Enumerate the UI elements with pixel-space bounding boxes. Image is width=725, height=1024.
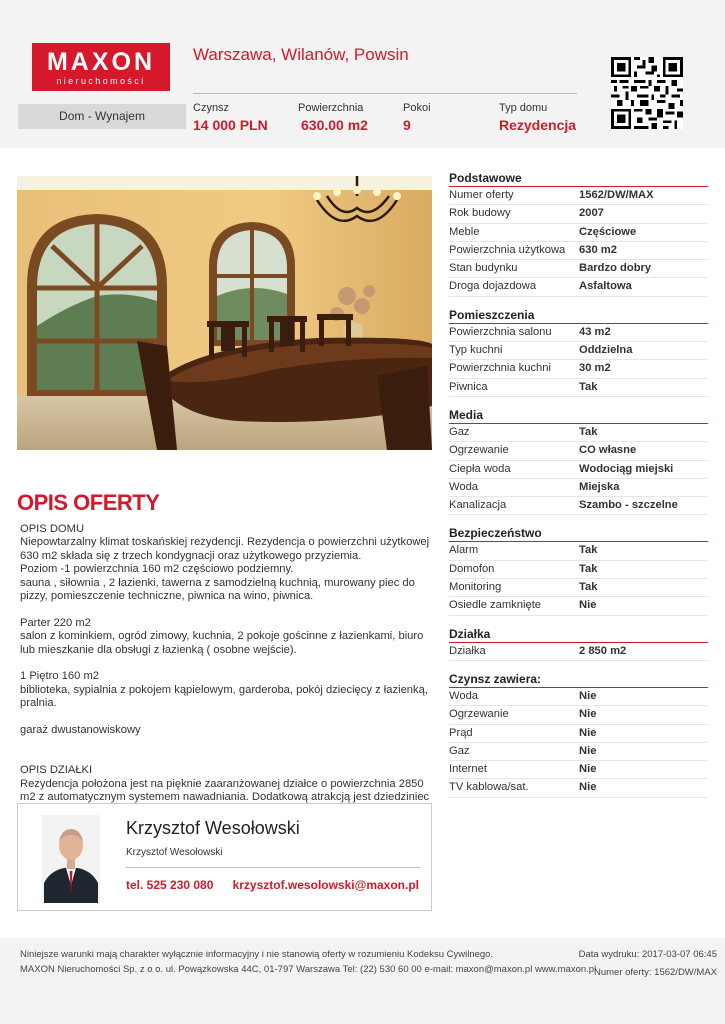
detail-row	[449, 187, 708, 205]
section-title: Pomieszczenia	[449, 305, 708, 324]
detail-key: Typ kuchni	[449, 344, 503, 357]
detail-value: Tak	[579, 544, 598, 557]
detail-row	[449, 706, 708, 724]
detail-key: Powierzchnia użytkowa	[449, 243, 566, 256]
detail-key: Rok budowy	[449, 207, 511, 220]
detail-key: Ogrzewanie	[449, 444, 509, 457]
detail-value: Nie	[579, 689, 597, 702]
section-title: Czynsz zawiera:	[449, 669, 708, 688]
detail-key: Prąd	[449, 726, 473, 739]
description-text: OPIS DOMU Niepowtarzalny klimat toskańskiej rezydencji. Rezydencja o powierzchni użytkowej 630 m2 składa się z trzech kondygnacji oraz użytkowego przyziemia. Poziom -1 powierzchnia 160 m2 częściowo podziemny. sauna , siłownia , 2 łazienki, tawerna z samodzielną kuchnią, murowany piec do pizzy, pomieszczenie techniczne, piwnica na wino, piwnica. Parter 220 m2 salon z kominkiem, ogród zimowy, kuchnia, 2 pokoje gościnne z łazienkami, biuro lub mieszkanie dla obsługi z łazienką ( osobne wejście). 1 Piętro 160 m2 biblioteka, sypialnia z pokojem kąpielowym, garderoba, pokój dziecięcy z łazienką, pralnia. garaż dwustanowiskowy OPIS DZIAŁKI Rezydencja położona jest na pięknie zaaranżowanej działce o powierzchnia 2850 m2 z automatycznym systemem nawadniania. Dodatkową atrakcją jest dziedziniec	[20, 523, 430, 804]
stat-area	[298, 101, 368, 135]
section-title: Działka	[449, 624, 708, 643]
detail-row	[449, 424, 708, 442]
agent-name: Krzysztof Wesołowski	[126, 818, 300, 838]
detail-row	[449, 224, 708, 242]
detail-row	[449, 561, 708, 579]
detail-key: Woda	[449, 689, 479, 702]
agent-subname: Krzysztof Wesołowski	[126, 847, 223, 858]
section-title: Media	[449, 405, 708, 424]
agent-divider	[126, 867, 420, 868]
footer-print-date: Data wydruku: 2017-03-07 06:45	[578, 949, 717, 960]
detail-key: Gaz	[449, 744, 470, 757]
stat-rent-label: Czynsz	[193, 102, 230, 114]
stat-house-type-label: Typ domu	[499, 102, 548, 114]
description-title: OPIS OFERTY	[17, 490, 160, 515]
detail-row	[449, 461, 708, 479]
detail-key: TV kablowa/sat.	[449, 781, 529, 794]
detail-row	[449, 324, 708, 342]
detail-value: CO własne	[579, 444, 637, 457]
detail-key: Internet	[449, 763, 487, 776]
detail-value: 1562/DW/MAX	[579, 189, 654, 201]
stat-area-label: Powierzchnia	[298, 102, 364, 114]
logo-main-text: MAXON	[46, 48, 156, 76]
detail-row	[449, 688, 708, 706]
detail-key: Meble	[449, 225, 480, 238]
footer-company: MAXON Nieruchomości Sp. z o o. ul. Powązkowska 44C, 01-797 Warszawa Tel: (22) 530 60 00 e-mail: maxon@maxon.pl www.maxon.pl	[20, 964, 597, 975]
detail-value: Tak	[579, 425, 598, 438]
detail-row	[449, 725, 708, 743]
detail-key: Powierzchnia salonu	[449, 325, 552, 338]
detail-value: 30 m2	[579, 362, 611, 375]
detail-key: Monitoring	[449, 581, 502, 594]
detail-key: Alarm	[449, 544, 479, 557]
section-title: Bezpieczeństwo	[449, 523, 708, 542]
detail-key: Domofon	[449, 562, 495, 575]
detail-value: Asfaltowa	[579, 280, 632, 293]
stat-rooms-value: 9	[403, 117, 411, 133]
detail-value: Nie	[579, 599, 597, 612]
detail-value: Częściowe	[579, 225, 637, 238]
section-title: Podstawowe	[449, 168, 708, 187]
detail-row	[449, 342, 708, 360]
stat-rooms-label: Pokoi	[403, 102, 431, 114]
detail-row	[449, 278, 708, 296]
detail-row	[449, 643, 708, 661]
detail-value: 43 m2	[579, 325, 611, 338]
detail-key: Woda	[449, 480, 479, 493]
stat-house-type-value: Rezydencja	[499, 117, 577, 133]
detail-key: Ogrzewanie	[449, 708, 509, 721]
detail-key: Piwnica	[449, 380, 488, 393]
detail-value: Miejska	[579, 480, 620, 493]
details-section	[449, 624, 708, 661]
detail-row	[449, 360, 708, 378]
detail-key: Numer oferty	[449, 189, 514, 201]
footer-offer-number: Numer oferty: 1562/DW/MAX	[593, 967, 717, 978]
detail-value: Tak	[579, 380, 598, 393]
detail-value: Nie	[579, 781, 597, 794]
detail-key: Stan budynku	[449, 262, 518, 275]
detail-value: Nie	[579, 726, 597, 739]
details-section	[449, 405, 708, 515]
details-column	[449, 168, 708, 806]
detail-value: Tak	[579, 562, 598, 575]
detail-row	[449, 442, 708, 460]
detail-key: Kanalizacja	[449, 499, 507, 512]
detail-row	[449, 205, 708, 223]
stat-rent	[193, 101, 268, 135]
detail-value: Bardzo dobry	[579, 262, 652, 275]
detail-value: 2 850 m2	[579, 644, 627, 657]
logo-sub-text: nieruchomości	[56, 76, 146, 86]
detail-key: Gaz	[449, 425, 470, 438]
detail-row	[449, 761, 708, 779]
details-section	[449, 305, 708, 397]
detail-key: Działka	[449, 644, 486, 657]
offer-type-tag: Dom - Wynajem	[18, 104, 186, 129]
maxon-logo[interactable]	[32, 43, 170, 91]
detail-value: Oddzielna	[579, 344, 633, 357]
detail-row	[449, 579, 708, 597]
stat-rent-value: 14 000 PLN	[193, 117, 268, 133]
details-section	[449, 523, 708, 615]
detail-row	[449, 743, 708, 761]
detail-value: Nie	[579, 708, 597, 721]
stat-house-type	[499, 101, 576, 135]
detail-row	[449, 779, 708, 797]
agent-phone-link[interactable]: tel. 525 230 080	[126, 878, 214, 892]
agent-email-link[interactable]: krzysztof.wesolowski@maxon.pl	[232, 878, 419, 892]
footer	[0, 938, 725, 1024]
property-photo[interactable]	[17, 176, 432, 450]
detail-value: 2007	[579, 207, 604, 220]
detail-key: Osiedle zamknięte	[449, 599, 542, 612]
stat-rooms	[403, 101, 431, 135]
detail-value: Nie	[579, 763, 597, 776]
agent-photo	[42, 815, 100, 903]
detail-row	[449, 260, 708, 278]
details-section	[449, 669, 708, 798]
agent-card	[17, 803, 432, 911]
detail-row	[449, 242, 708, 260]
header-divider	[193, 93, 577, 94]
detail-row	[449, 497, 708, 515]
details-section	[449, 168, 708, 297]
qr-code-icon[interactable]	[611, 57, 683, 129]
detail-key: Powierzchnia kuchni	[449, 362, 551, 375]
detail-value: Wodociąg miejski	[579, 462, 674, 475]
stat-area-value: 630.00 m2	[301, 117, 368, 133]
detail-row	[449, 379, 708, 397]
detail-value: Tak	[579, 581, 598, 594]
detail-value: Szambo - szczelne	[579, 499, 678, 512]
footer-disclaimer: Niniejsze warunki mają charakter wyłącznie informacyjny i nie stanowią oferty w rozumieniu Kodeksu Cywilnego.	[20, 949, 494, 960]
detail-row	[449, 542, 708, 560]
detail-row	[449, 479, 708, 497]
location-title: Warszawa, Wilanów, Powsin	[193, 45, 409, 64]
detail-value: Nie	[579, 744, 597, 757]
detail-value: 630 m2	[579, 243, 617, 256]
detail-key: Ciepła woda	[449, 462, 511, 475]
detail-row	[449, 597, 708, 615]
detail-key: Droga dojazdowa	[449, 280, 537, 293]
